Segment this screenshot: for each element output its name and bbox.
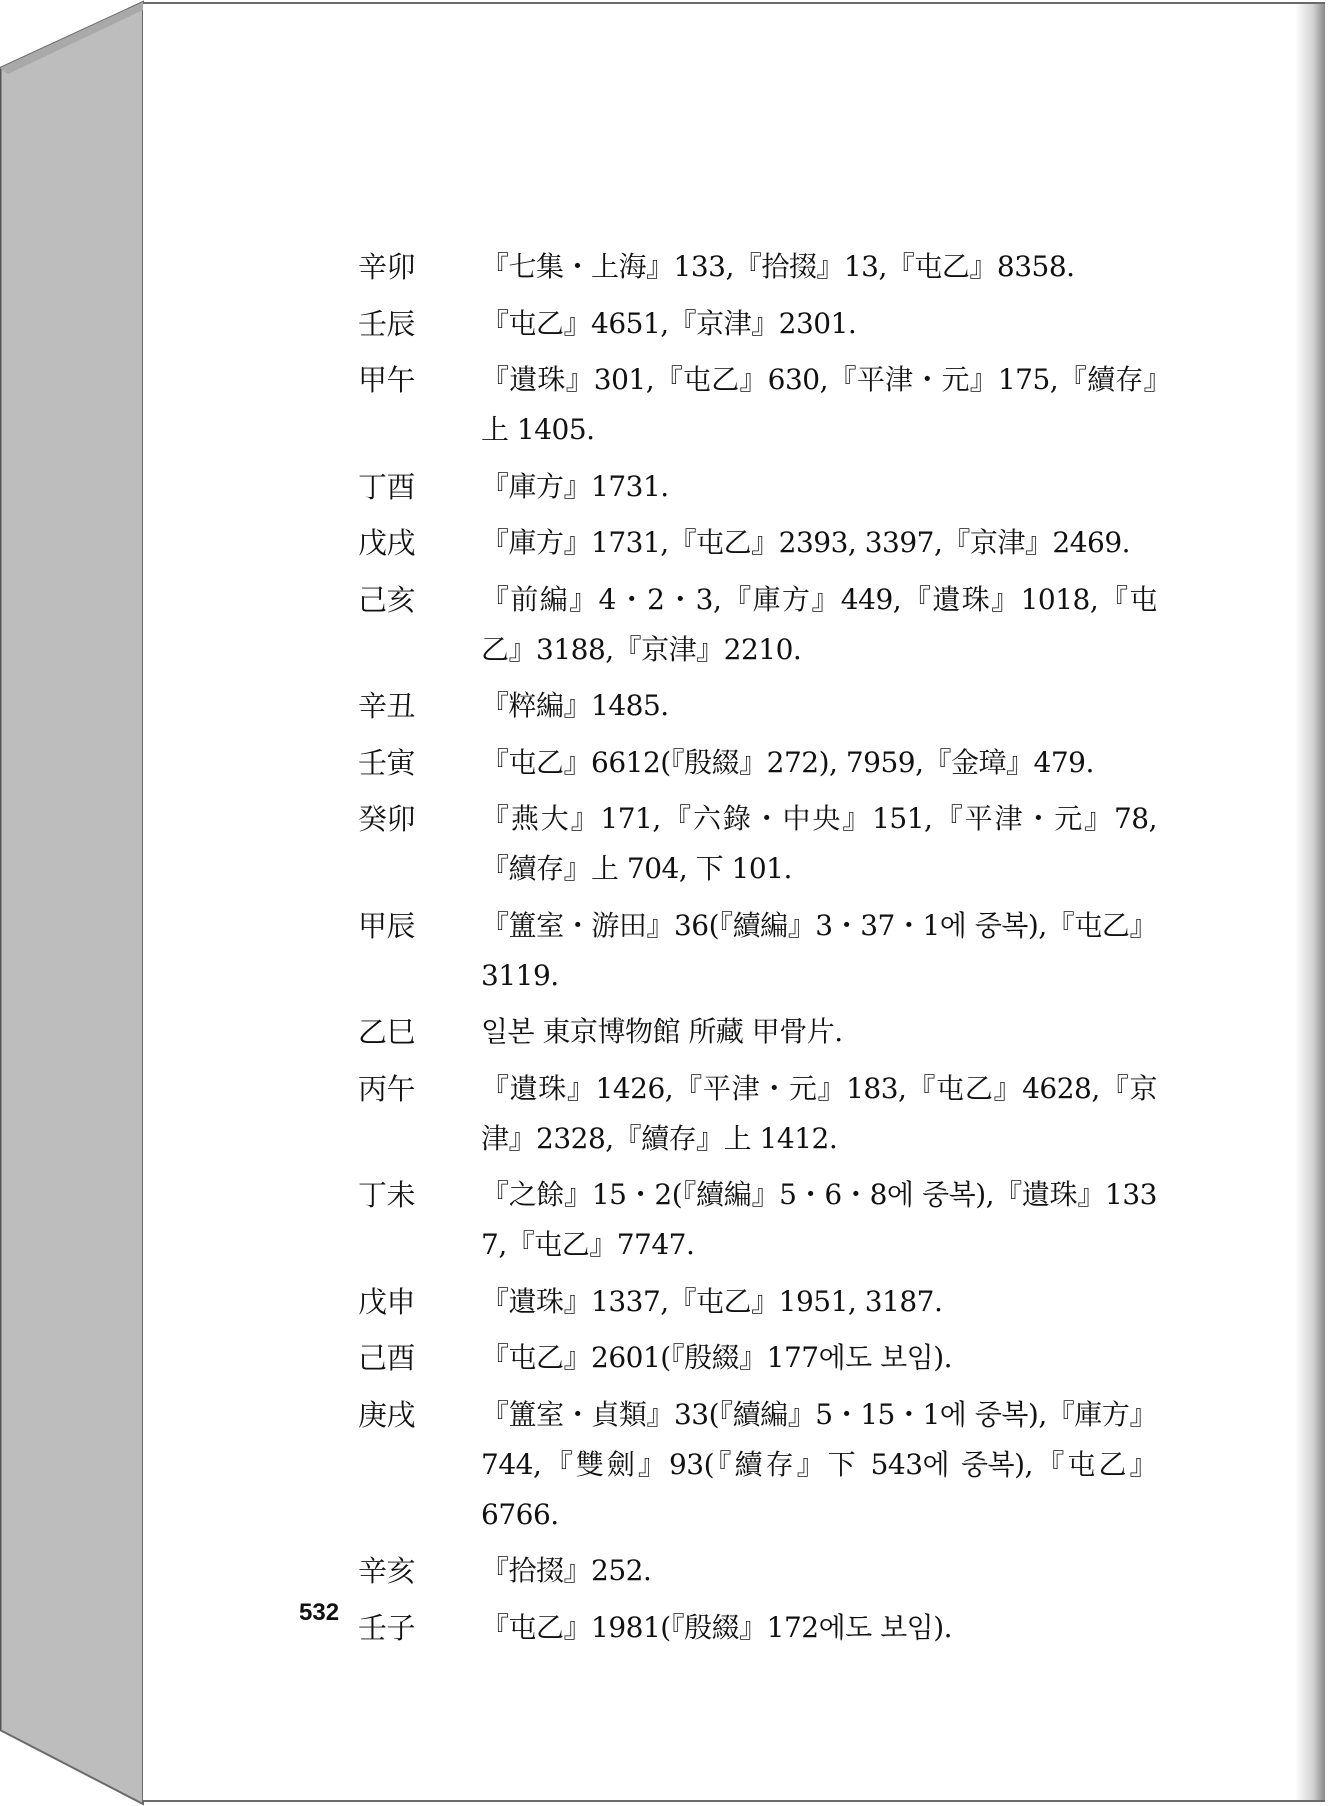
list-item — [358, 1170, 1308, 1270]
entry-references: 『拾掇』252. — [481, 1554, 652, 1587]
entry-references: 『粹編』1485. — [481, 689, 669, 722]
entry-date: 壬寅 — [358, 745, 416, 780]
entry-references: 일본 東京博物館 所藏 甲骨片. — [481, 1015, 843, 1048]
list-item — [358, 462, 1308, 512]
entry-date: 丁未 — [358, 1178, 416, 1212]
list-item — [358, 355, 1308, 455]
entry-date: 庚戌 — [358, 1397, 416, 1432]
entry-references: 『屯乙』6612(『殷綴』272), 7959,『金璋』479. — [481, 745, 1094, 779]
entry-date: 戊申 — [358, 1284, 416, 1319]
book-page — [143, 2, 1325, 1802]
list-item — [358, 794, 1308, 894]
entry-references: 『庫方』1731. — [481, 469, 669, 503]
list-item — [358, 242, 1308, 292]
entry-date: 甲午 — [358, 363, 416, 397]
entry-references: 『遺珠』1337,『屯乙』1951, 3187. — [481, 1284, 943, 1318]
list-item — [358, 518, 1308, 568]
entry-references: 『簠室・貞類』33(『續編』5・15・1에 중복),『庫方』744,『雙劍』93(『續存』下 543에 중복),『屯乙』6766. — [481, 1397, 1157, 1531]
entry-references: 『屯乙』1981(『殷綴』172에도 보임). — [481, 1610, 953, 1644]
entry-references: 『前編』4・2・3,『庫方』449,『遺珠』1018,『屯乙』3188,『京津』2210. — [481, 582, 1157, 666]
entry-date: 辛丑 — [358, 689, 416, 723]
entry-date: 辛亥 — [358, 1554, 416, 1588]
entry-references: 『遺珠』301,『屯乙』630,『平津・元』175,『續存』上 1405. — [481, 363, 1157, 446]
entry-references: 『燕大』171,『六錄・中央』151,『平津・元』78,『續存』上 704, 下 101. — [481, 802, 1157, 885]
page-number: 532 — [299, 1599, 340, 1626]
entry-date: 戊戌 — [358, 526, 416, 560]
entry-date: 丙午 — [358, 1071, 416, 1106]
list-item — [358, 681, 1308, 731]
entry-references: 『簠室・游田』36(『續編』3・37・1에 중복),『屯乙』3119. — [481, 908, 1157, 992]
list-item — [358, 1007, 1308, 1057]
entry-date: 壬辰 — [358, 306, 416, 341]
entry-date: 甲辰 — [358, 908, 416, 943]
entry-references: 『之餘』15・2(『續編』5・6・8에 중복),『遺珠』133 7,『屯乙』7747. — [481, 1178, 1157, 1261]
reference-list — [358, 242, 1308, 1659]
entry-date: 辛卯 — [358, 250, 416, 284]
entry-date: 壬子 — [358, 1610, 416, 1645]
entry-date: 乙巳 — [358, 1015, 416, 1049]
list-item — [358, 1390, 1308, 1540]
list-item — [358, 901, 1308, 1001]
entry-references: 『屯乙』2601(『殷綴』177에도 보임). — [481, 1341, 953, 1374]
entry-references: 『七集・上海』133,『拾掇』13,『屯乙』8358. — [481, 250, 1075, 283]
entry-date: 癸卯 — [358, 802, 416, 836]
entry-date: 丁酉 — [358, 469, 416, 504]
list-item — [358, 1546, 1308, 1596]
list-item — [358, 575, 1308, 675]
list-item — [358, 299, 1308, 349]
list-item — [358, 1064, 1308, 1164]
entry-references: 『庫方』1731,『屯乙』2393, 3397,『京津』2469. — [481, 526, 1131, 559]
entry-date: 己酉 — [358, 1341, 416, 1375]
list-item — [358, 1603, 1308, 1653]
entry-references: 『屯乙』4651,『京津』2301. — [481, 306, 857, 340]
list-item — [358, 1333, 1308, 1383]
list-item — [358, 1277, 1308, 1327]
entry-references: 『遺珠』1426,『平津・元』183,『屯乙』4628,『京津』2328,『續存』上 1412. — [481, 1071, 1157, 1155]
entry-date: 己亥 — [358, 582, 416, 617]
list-item — [358, 738, 1308, 788]
